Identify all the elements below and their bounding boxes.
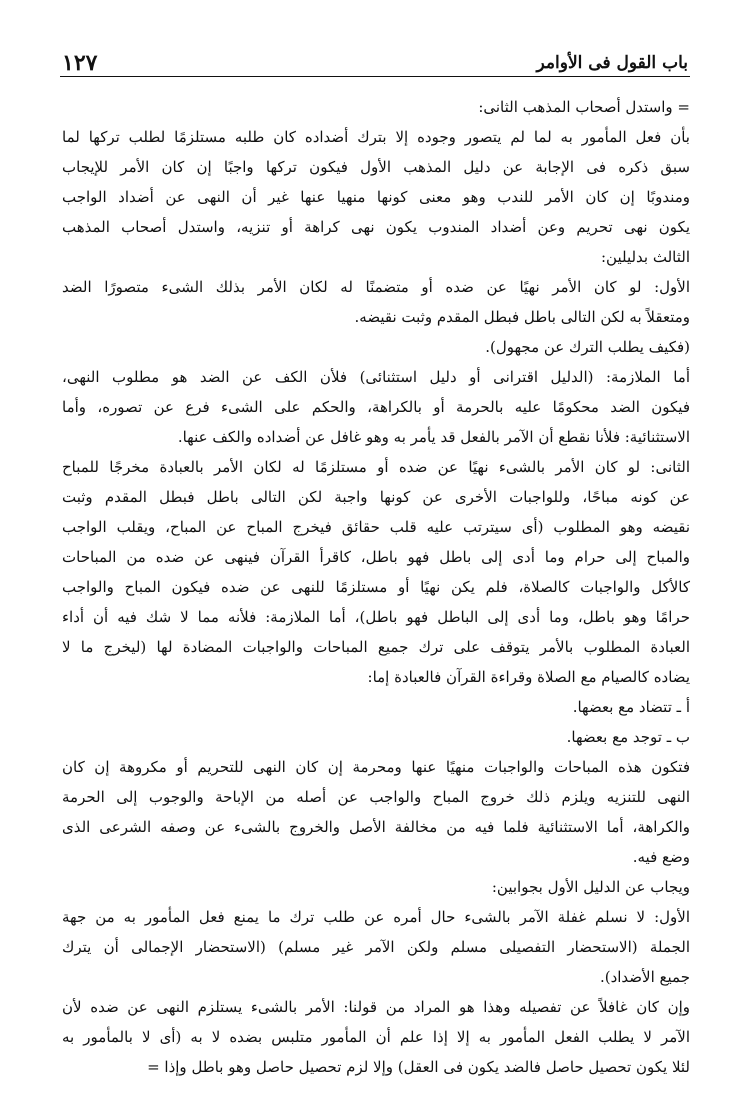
page-header	[62, 44, 688, 74]
text-line: وضع فيه.	[632, 848, 690, 866]
text-line: فتكون هذه المباحات والواجبات منهيًا عنها ومحرمة إن كان النهى للتحريم أو مكروهة إن كان	[62, 758, 690, 776]
paragraph	[62, 902, 690, 992]
text-line: جميع الأضداد).	[599, 968, 690, 986]
paragraph	[62, 362, 690, 452]
text-line: أما الملازمة: (الدليل اقترانى أو دليل استثنائى) فلأن الكف عن الضد هو مطلوب النهى،	[62, 368, 690, 386]
text-line: الثانى: لو كان الأمر بالشىء نهيًا عن ضده أو مستلزمًا له لكان الأمر بالعبادة مخرجًا للمباح	[62, 458, 690, 476]
text-line: بأن فعل المأمور به لما لم يتصور وجوده إلا بترك أضداده كان طلبه مستلزمًا لطلب تركها لما	[62, 128, 690, 146]
text-line: الاستثنائية: فلأنا نقطع أن الآمر بالفعل قد يأمر به وهو غافل عن أضداده والكف عنها.	[177, 428, 690, 446]
paragraph	[62, 452, 690, 692]
text-line: النهى للتنزيه ويلزم ذلك خروج المباح والواجب عن أصله من الإباحة والوجوب إلى الحرمة	[62, 788, 690, 806]
text-line: العبادة المطلوب بالأمر يتوقف على ترك جميع المباحات والواجبات المضادة لها (ليخرج ما لا	[62, 638, 690, 656]
text-line: والمباح إلى حرام وما أدى إلى باطل فهو باطل، كاقرأ القرآن فينهى عن ضده من المباحات	[62, 548, 690, 566]
text-line: ويجاب عن الدليل الأول بجوابين:	[491, 878, 690, 896]
text-line: يكون نهى تحريم وعن أضداد المندوب يكون نهى كراهة أو تنزيه، واستدل أصحاب المذهب	[62, 218, 690, 236]
paragraph	[62, 92, 690, 122]
text-line: الآمر لا يطلب الفعل المأمور به إلا إذا علم أن المأمور متلبس بضده لا به (أى لا بالمأمور به	[62, 1028, 690, 1046]
text-line: أ ـ تتضاد مع بعضها.	[572, 698, 690, 716]
text-line: نقيضه وهو المطلوب (أى سيترتب عليه قلب حقائق فيخرج المباح عن المباح، ويقلب الواجب	[62, 518, 690, 536]
text-line: يضاده كالصيام مع الصلاة وقراءة القرآن فالعبادة إما:	[367, 668, 690, 686]
paragraph	[62, 332, 690, 362]
paragraph	[62, 272, 690, 332]
text-line: حرامًا وهو باطل، وما أدى إلى الباطل فهو باطل)، أما الملازمة: فلأنه مما لا شك فيه أن أداء	[62, 608, 690, 626]
text-line: سبق ذكره فى الإجابة عن دليل المذهب الأول فيكون تركها واجبًا إن كان الأمر للإيجاب	[62, 158, 690, 176]
text-line: ومندوبًا إن كان الأمر للندب وهو معنى كونها منهيا عنها غير أن النهى عن أضداد الواجب	[62, 188, 690, 206]
text-line: = واستدل أصحاب المذهب الثانى:	[478, 98, 690, 116]
text-line: ب ـ توجد مع بعضها.	[566, 728, 690, 746]
text-line: لئلا يكون تحصيل حاصل فالضد يكون فى العقل) وإلا لزم تحصيل حاصل وهو باطل وإذا =	[147, 1058, 690, 1076]
text-line: كالأكل والواجبات كالصلاة، فلم يكن نهيًا أو مستلزمًا للنهى عن ضده فيكون المباح والواجب	[62, 578, 690, 596]
text-line: ومتعقلاً به لكن التالى باطل فبطل المقدم وثبت نقيضه.	[354, 308, 690, 326]
paragraph	[62, 722, 690, 752]
page-number: ١٢٧	[62, 50, 98, 76]
paragraph	[62, 752, 690, 872]
text-line: عن كونه مباحًا، وللواجبات الأخرى عن كونها واجبة لكن التالى باطل فبطل المقدم وثبت	[62, 488, 690, 506]
paragraph	[62, 992, 690, 1082]
header-rule	[60, 76, 690, 77]
text-line: (فكيف يطلب الترك عن مجهول).	[485, 338, 690, 356]
text-line: الأول: لا نسلم غفلة الآمر بالشىء حال أمره عن طلب ترك ما يمنع فعل المأمور به من جهة	[62, 908, 690, 926]
text-line: فيكون الضد محكومًا عليه بالحرمة أو بالكراهة، والحكم على الشىء فرع عن تصوره، وأما	[62, 398, 690, 416]
paragraph	[62, 872, 690, 902]
text-line: والكراهة، أما الاستثنائية فلما فيه من مخالفة الأصل والخروج بالشىء عن وصفه الشرعى الذى	[62, 818, 690, 836]
text-line: وإن كان غافلاً عن تفصيله وهذا هو المراد من قولنا: الأمر بالشىء يستلزم النهى عن ضده لأن	[62, 998, 690, 1016]
paragraph	[62, 122, 690, 272]
text-line: الجملة (الاستحضار التفصيلى مسلم ولكن الآمر غير مسلم) (الاستحضار الإجمالى أن يترك	[62, 938, 690, 956]
paragraph	[62, 692, 690, 722]
text-line: الأول: لو كان الأمر نهيًا عن ضده أو متضمنًا له لكان الأمر بذلك الشىء متصورًا الضد	[62, 278, 690, 296]
text-line: الثالث بدليلين:	[600, 248, 690, 266]
page-body	[62, 92, 690, 1082]
running-head: باب القول فى الأوامر	[536, 53, 688, 73]
